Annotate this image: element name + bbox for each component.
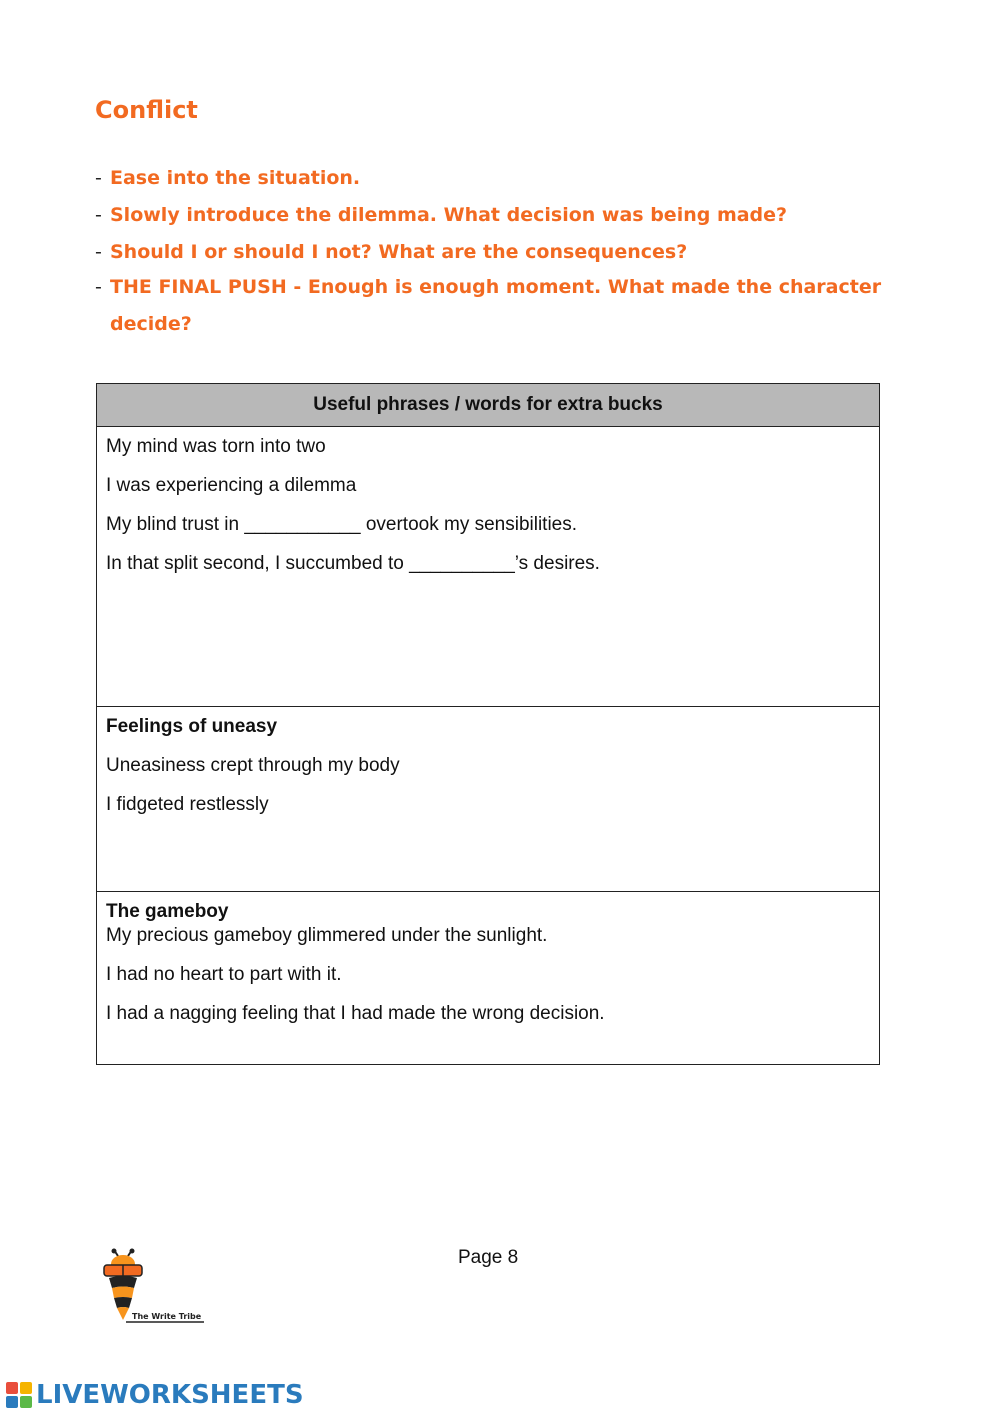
guideline-item — [95, 160, 915, 197]
phrase-line: My blind trust in ___________ overtook my sensibilities. — [106, 514, 578, 535]
bullet-dash: - — [95, 167, 102, 189]
guideline-text: Ease into the situation. — [110, 167, 361, 189]
phrase-line: I had no heart to part with it. — [106, 964, 342, 985]
guideline-list — [95, 160, 915, 343]
phrases-table — [96, 383, 880, 1065]
phrase-line: My precious gameboy glimmered under the sunlight. — [106, 925, 548, 946]
bullet-dash: - — [95, 276, 102, 298]
gameboy-section — [97, 892, 880, 1065]
guideline-text: THE FINAL PUSH - Enough is enough moment. What made the character decide? — [110, 276, 882, 335]
guideline-text: Should I or should I not? What are the consequences? — [110, 241, 688, 263]
phrase-line: I was experiencing a dilemma — [106, 475, 357, 496]
logo-text: The Write Tribe — [132, 1312, 202, 1321]
phrase-line: Uneasiness crept through my body — [106, 755, 400, 776]
page-heading: Conflict — [95, 96, 198, 124]
bee-logo-icon — [96, 1248, 206, 1328]
guideline-text: Slowly introduce the dilemma. What decision was being made? — [110, 204, 788, 226]
guideline-item — [95, 269, 915, 343]
bullet-dash: - — [95, 241, 102, 263]
feelings-section — [97, 707, 880, 892]
phrase-line: My mind was torn into two — [106, 436, 326, 457]
liveworksheets-logo-icon — [6, 1382, 32, 1408]
guideline-item — [95, 234, 915, 271]
page-number: Page 8 — [458, 1247, 519, 1268]
watermark-text: LIVEWORKSHEETS — [36, 1380, 304, 1410]
bullet-dash: - — [95, 204, 102, 226]
table-header: Useful phrases / words for extra bucks — [97, 384, 880, 427]
liveworksheets-watermark — [6, 1380, 304, 1410]
section-title: Feelings of uneasy — [106, 716, 278, 737]
phrase-line: I fidgeted restlessly — [106, 794, 269, 815]
phrase-line: I had a nagging feeling that I had made the wrong decision. — [106, 1003, 605, 1024]
phrases-section — [97, 427, 880, 707]
section-title: The gameboy — [106, 901, 229, 922]
phrase-line: In that split second, I succumbed to __________’s desires. — [106, 553, 600, 574]
guideline-item — [95, 197, 915, 234]
